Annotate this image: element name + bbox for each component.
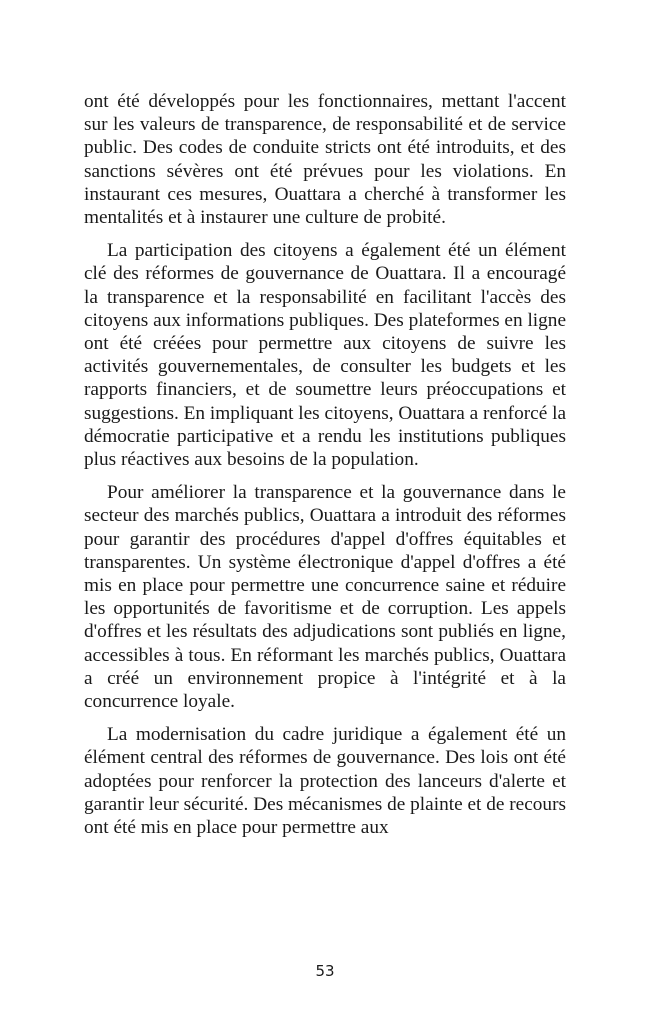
- paragraph-public-procurement: Pour améliorer la transparence et la gouvernance dans le secteur des marchés publics, Ouattara a introduit des réformes pour garantir des procédures d'appel d'offres équitables et transparentes. Un système électronique d'appel d'offres a été mis en place pour permettre une concurrence saine et réduire les opportunités de favoritisme et de corruption. Les appels d'offres et les résultats des adjudications sont publiés en ligne, accessibles à tous. En réformant les marchés publics, Ouattara a créé un environnement propice à l'intégrité et à la concurrence loyale.: [84, 482, 566, 713]
- paragraph-legal-framework: La modernisation du cadre juridique a également été un élément central des réformes de gouvernance. Des lois ont été adoptées pour renforcer la protection des lanceurs d'alerte et garantir leur sécurité. Des mécanismes de plainte et de recours ont été mis en place pour permettre aux: [84, 724, 566, 839]
- paragraph-continuation: ont été développés pour les fonctionnaires, mettant l'accent sur les valeurs de transparence, de responsabilité et de service public. Des codes de conduite stricts ont été introduits, et des sanctions sévères ont été prévues pour les violations. En instaurant ces mesures, Ouattara a cherché à transformer les mentalités et à instaurer une culture de probité.: [84, 91, 566, 229]
- paragraph-citizen-participation: La participation des citoyens a également été un élément clé des réformes de gouvernance de Ouattara. Il a encouragé la transparence et la responsabilité en facilitant l'accès des citoyens aux informations publiques. Des plateformes en ligne ont été créées pour permettre aux citoyens de suivre les activités gouvernementales, de consulter les budgets et les rapports financiers, et de soumettre leurs préoccupations et suggestions. En impliquant les citoyens, Ouattara a renforcé la démocratie participative et a rendu les institutions publiques plus réactives aux besoins de la population.: [84, 240, 566, 471]
- body-text: [84, 90, 566, 839]
- page-number: 53: [315, 962, 335, 980]
